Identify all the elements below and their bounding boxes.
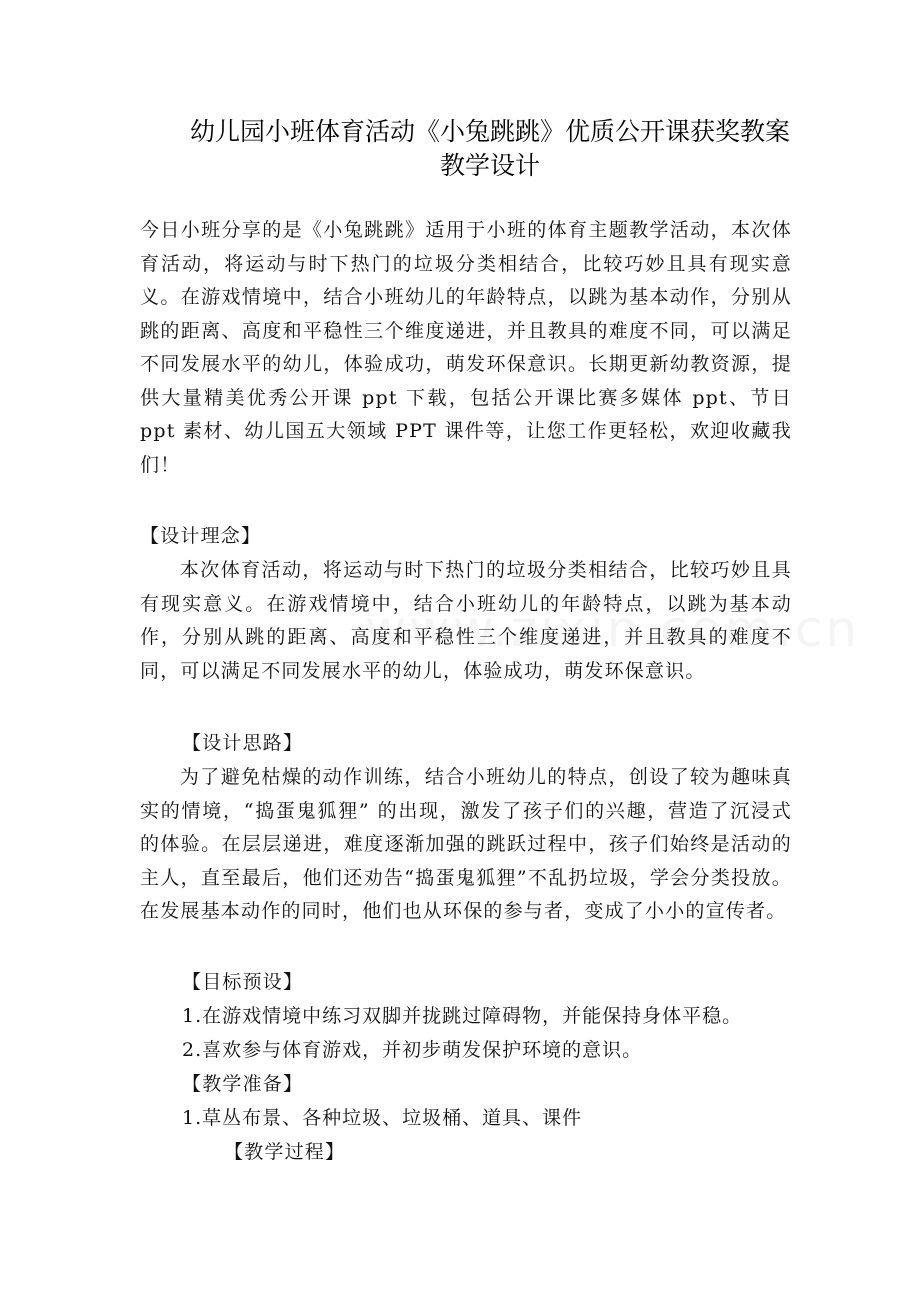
design-idea-text: 为了避免枯燥的动作训练，结合小班幼儿的特点，创设了较为趣味真实的情境，“捣蛋鬼狐狸” 的出现，激发了孩子们的兴趣，营造了沉浸式的体验。在层层递进，难度逐渐加强的跳跃过程中，孩子们始终是活动的主人，直至最后，他们还劝告“捣蛋鬼狐狸”不乱扔垃圾，学会分类投放。在发展基本动作的同时，他们也从环保的参与者，变成了小小的宣传者。	[140, 766, 792, 922]
design-idea-paragraph	[140, 761, 792, 929]
document-title-line1: 幼儿园小班体育活动《小兔跳跳》优质公开课获奖教案	[189, 117, 790, 146]
goal-item-2: 2.喜欢参与体育游戏，并初步萌发保护环境的意识。	[182, 1039, 643, 1061]
design-concept-text: 本次体育活动，将运动与时下热门的垃圾分类相结合，比较巧妙且具有现实意义。在游戏情境中，结合小班幼儿的年龄特点，以跳为基本动作，分别从跳的距离、高度和平稳性三个维度递进，并且教具的难度不同，可以满足不同发展水平的幼儿，体验成功，萌发环保意识。	[140, 559, 792, 682]
preparation-heading: 【教学准备】	[182, 1073, 304, 1095]
goal-item-1: 1.在游戏情境中练习双脚并拢跳过障碍物，并能保持身体平稳。	[182, 1005, 743, 1027]
design-idea-heading: 【设计思路】	[182, 732, 304, 754]
preparation-item-1: 1.草丛布景、各种垃圾、垃圾桶、道具、课件	[182, 1107, 583, 1129]
intro-text: 今日小班分享的是《小兔跳跳》适用于小班的体育主题教学活动，本次体育活动，将运动与时下热门的垃圾分类相结合，比较巧妙且具有现实意义。在游戏情境中，结合小班幼儿的年龄特点，以跳为基本动作，分别从跳的距离、高度和平稳性三个维度递进，并且教具的难度不同，可以满足不同发展水平的幼儿，体验成功，萌发环保意识。长期更新幼教资源，提供大量精美优秀公开课 ppt 下载，包括公开课比赛多媒体 ppt、节日 ppt 素材、幼儿国五大领域 PPT 课件等，让您工作更轻松，欢迎收藏我们！	[140, 219, 792, 476]
design-concept-heading: 【设计理念】	[140, 525, 262, 547]
intro-paragraph	[140, 214, 792, 482]
document-title-line2: 教学设计	[439, 151, 540, 180]
process-heading: 【教学过程】	[224, 1141, 346, 1163]
watermark	[365, 600, 860, 658]
goals-heading: 【目标预设】	[182, 971, 304, 993]
